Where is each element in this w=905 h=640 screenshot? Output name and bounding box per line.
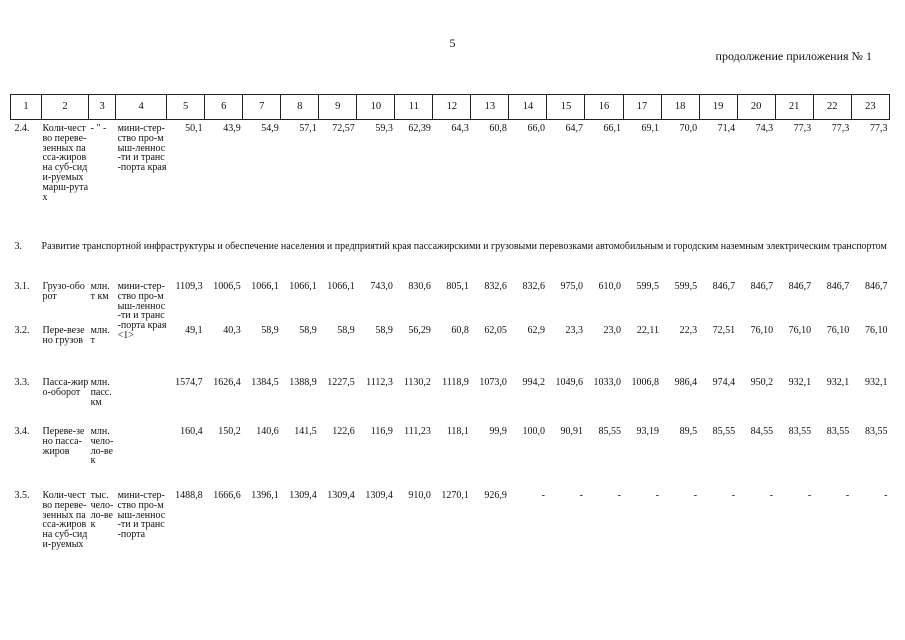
value-cell: 76,10 xyxy=(750,325,774,336)
value-cell: 846,7 xyxy=(826,281,850,292)
table-row xyxy=(11,491,890,587)
indicator-name: Коли-чество переве-зенных пасса-жиров на суб-сиди-руемых xyxy=(42,490,88,550)
row-number: 3.4. xyxy=(14,426,30,437)
value-cell: 1073,0 xyxy=(479,377,507,388)
value-cell: 1112,3 xyxy=(366,377,393,388)
unit: млн. т км xyxy=(90,281,110,302)
value-cell: 72,57 xyxy=(332,123,355,134)
header-cell: 23 xyxy=(851,95,889,120)
value-cell: 66,0 xyxy=(527,123,545,134)
value-cell: 1066,1 xyxy=(251,281,279,292)
value-cell: 1006,5 xyxy=(213,281,241,292)
header-cell: 6 xyxy=(205,95,243,120)
header-cell: 20 xyxy=(737,95,775,120)
value-cell: 85,55 xyxy=(712,426,736,437)
value-cell: 1488,8 xyxy=(175,490,203,501)
indicator-name: Пере-везено грузов xyxy=(42,325,85,346)
value-cell: 830,6 xyxy=(408,281,431,292)
value-cell: 1066,1 xyxy=(327,281,355,292)
value-cell: 1033,0 xyxy=(593,377,622,388)
value-cell: 62,05 xyxy=(484,325,507,336)
value-cell: 1388,9 xyxy=(289,377,317,388)
value-cell: 84,55 xyxy=(750,426,774,437)
value-cell: 1309,4 xyxy=(289,490,317,501)
value-cell: 22,11 xyxy=(636,325,660,336)
value-cell: 975,0 xyxy=(560,281,583,292)
value-cell: 64,3 xyxy=(451,123,469,134)
value-cell: 93,19 xyxy=(636,426,660,437)
header-cell: 8 xyxy=(281,95,319,120)
value-cell: 974,4 xyxy=(712,377,736,388)
indicator-name: Переве-зено пасса-жиров xyxy=(42,426,85,457)
value-cell: 99,9 xyxy=(489,426,507,437)
value-cell: 150,2 xyxy=(218,426,241,437)
value-cell: 932,1 xyxy=(788,377,812,388)
value-cell: - xyxy=(693,490,698,501)
unit: - " - xyxy=(90,123,107,134)
value-cell: 932,1 xyxy=(865,377,888,388)
value-cell: 83,55 xyxy=(788,426,812,437)
value-cell: 62,9 xyxy=(527,325,545,336)
value-cell: 70,0 xyxy=(679,123,698,134)
value-cell: 23,3 xyxy=(565,325,583,336)
unit: млн. пасс. км xyxy=(90,377,112,408)
value-cell: 58,9 xyxy=(337,325,355,336)
value-cell: 116,9 xyxy=(370,426,393,437)
header-cell: 21 xyxy=(775,95,813,120)
header-cell: 7 xyxy=(243,95,281,120)
header-row xyxy=(11,95,890,120)
header-cell: 1 xyxy=(11,95,42,120)
value-cell: 71,4 xyxy=(717,123,736,134)
header-cell: 11 xyxy=(395,95,433,120)
header-cell: 9 xyxy=(319,95,357,120)
value-cell: 85,55 xyxy=(598,426,622,437)
row-number: 3.1. xyxy=(14,281,30,292)
row-number: 2.4. xyxy=(14,123,30,134)
value-cell: 1270,1 xyxy=(441,490,469,501)
value-cell: 77,3 xyxy=(793,123,812,134)
value-cell: 1109,3 xyxy=(175,281,203,292)
value-cell: 56,29 xyxy=(408,325,431,336)
value-cell: 22,3 xyxy=(679,325,698,336)
continuation-label: продолжение приложения № 1 xyxy=(715,49,872,63)
table-row xyxy=(11,282,890,326)
header-cell: 10 xyxy=(357,95,395,120)
value-cell: 23,0 xyxy=(603,325,622,336)
header-cell: 5 xyxy=(167,95,205,120)
value-cell: 89,5 xyxy=(679,426,698,437)
value-cell: 64,7 xyxy=(565,123,583,134)
value-cell: - xyxy=(579,490,583,501)
indicator-name: Грузо-оборот xyxy=(42,281,85,302)
value-cell: 58,9 xyxy=(299,325,317,336)
unit: тыс. чело-ло-век xyxy=(90,490,114,531)
value-cell: 54,9 xyxy=(261,123,279,134)
value-cell: 846,7 xyxy=(788,281,812,292)
value-cell: 43,9 xyxy=(223,123,241,134)
unit: млн. чело-ло-век xyxy=(90,426,114,467)
responsible: мини-стер-ство про-мыш-леннос-ти и транс-порта края <1> xyxy=(117,281,167,341)
table-row xyxy=(11,427,890,491)
value-cell: 610,0 xyxy=(598,281,622,292)
responsible: мини-стер-ство про-мыш-леннос-ти и транс-порта края xyxy=(117,123,167,174)
header-cell: 17 xyxy=(623,95,661,120)
value-cell: 846,7 xyxy=(865,281,888,292)
value-cell: 926,9 xyxy=(484,490,507,501)
value-cell: 1066,1 xyxy=(289,281,317,292)
value-cell: 832,6 xyxy=(484,281,507,292)
row-number: 3.2. xyxy=(14,325,30,336)
responsible: мини-стер-ство про-мыш-леннос-ти и транс-порта xyxy=(117,490,166,541)
value-cell: 90,91 xyxy=(560,426,583,437)
section-row xyxy=(11,242,890,282)
value-cell: 1118,9 xyxy=(442,377,469,388)
value-cell: 83,55 xyxy=(826,426,850,437)
value-cell: 950,2 xyxy=(750,377,774,388)
value-cell: 74,3 xyxy=(755,123,774,134)
value-cell: 1574,7 xyxy=(175,377,203,388)
row-number: 3.5. xyxy=(14,490,30,501)
value-cell: 69,1 xyxy=(641,123,660,134)
value-cell: 1227,5 xyxy=(327,377,355,388)
value-cell: 62,39 xyxy=(408,123,431,134)
value-cell: 118,1 xyxy=(446,426,469,437)
value-cell: 932,1 xyxy=(826,377,850,388)
header-cell: 18 xyxy=(661,95,699,120)
value-cell: - xyxy=(731,490,736,501)
value-cell: 58,9 xyxy=(375,325,393,336)
value-cell: 986,4 xyxy=(674,377,698,388)
value-cell: 77,3 xyxy=(831,123,850,134)
value-cell: 50,1 xyxy=(185,123,203,134)
header-cell: 4 xyxy=(116,95,167,120)
value-cell: 846,7 xyxy=(750,281,774,292)
value-cell: 66,1 xyxy=(603,123,622,134)
table-row xyxy=(11,124,890,242)
value-cell: - xyxy=(655,490,660,501)
unit: млн. т xyxy=(90,325,110,346)
header-cell: 12 xyxy=(433,95,471,120)
value-cell: 122,6 xyxy=(332,426,355,437)
value-cell: 1396,1 xyxy=(251,490,279,501)
value-cell: 994,2 xyxy=(522,377,545,388)
value-cell: 140,6 xyxy=(256,426,279,437)
value-cell: 72,51 xyxy=(712,325,736,336)
header-cell: 14 xyxy=(509,95,547,120)
value-cell: 743,0 xyxy=(370,281,393,292)
value-cell: 100,0 xyxy=(522,426,545,437)
header-cell: 13 xyxy=(471,95,509,120)
data-table xyxy=(10,94,890,587)
value-cell: 60,8 xyxy=(451,325,469,336)
value-cell: 1309,4 xyxy=(327,490,355,501)
page-number: 5 xyxy=(449,36,456,50)
header-cell: 2 xyxy=(42,95,89,120)
value-cell: 83,55 xyxy=(865,426,888,437)
value-cell: 1626,4 xyxy=(213,377,241,388)
header-cell: 19 xyxy=(699,95,737,120)
value-cell: - xyxy=(617,490,622,501)
value-cell: 59,3 xyxy=(375,123,393,134)
header-cell: 22 xyxy=(813,95,851,120)
value-cell: 49,1 xyxy=(185,325,203,336)
value-cell: 58,9 xyxy=(261,325,279,336)
value-cell: - xyxy=(807,490,812,501)
value-cell: 1384,5 xyxy=(251,377,279,388)
value-cell: 40,3 xyxy=(223,325,241,336)
value-cell: 1130,2 xyxy=(403,377,431,388)
value-cell: - xyxy=(884,490,888,501)
indicator-name: Коли-чество переве-зенных пасса-жиров на суб-сиди-руемых марш-рутах xyxy=(42,123,89,203)
value-cell: - xyxy=(769,490,774,501)
value-cell: 832,6 xyxy=(522,281,545,292)
value-cell: 910,0 xyxy=(408,490,431,501)
value-cell: - xyxy=(845,490,850,501)
value-cell: 76,10 xyxy=(788,325,812,336)
value-cell: 77,3 xyxy=(870,123,888,134)
value-cell: 111,23 xyxy=(404,426,431,437)
row-number: 3.3. xyxy=(14,377,30,388)
value-cell: 1006,8 xyxy=(631,377,660,388)
value-cell: 141,5 xyxy=(294,426,317,437)
value-cell: 846,7 xyxy=(712,281,736,292)
value-cell: 160,4 xyxy=(180,426,203,437)
section-number: 3. xyxy=(14,241,22,252)
header-cell: 15 xyxy=(547,95,585,120)
value-cell: 1666,6 xyxy=(213,490,241,501)
value-cell: 1309,4 xyxy=(365,490,393,501)
value-cell: 60,8 xyxy=(489,123,507,134)
header-cell: 16 xyxy=(585,95,623,120)
value-cell: 76,10 xyxy=(865,325,888,336)
header-cell: 3 xyxy=(89,95,116,120)
value-cell: - xyxy=(541,490,545,501)
value-cell: 1049,6 xyxy=(555,377,583,388)
value-cell: 76,10 xyxy=(826,325,850,336)
indicator-name: Пасса-жиро-оборот xyxy=(42,377,89,398)
value-cell: 599,5 xyxy=(674,281,698,292)
value-cell: 805,1 xyxy=(446,281,469,292)
section-title: Развитие транспортной инфраструктуры и обеспечение населения и предприятий края пассажирскими и грузовыми перевозками автомобильным и городским наземным электрическим транспортом xyxy=(41,241,887,252)
value-cell: 57,1 xyxy=(299,123,317,134)
responsible-empty xyxy=(116,427,167,491)
value-cell: 599,5 xyxy=(636,281,660,292)
